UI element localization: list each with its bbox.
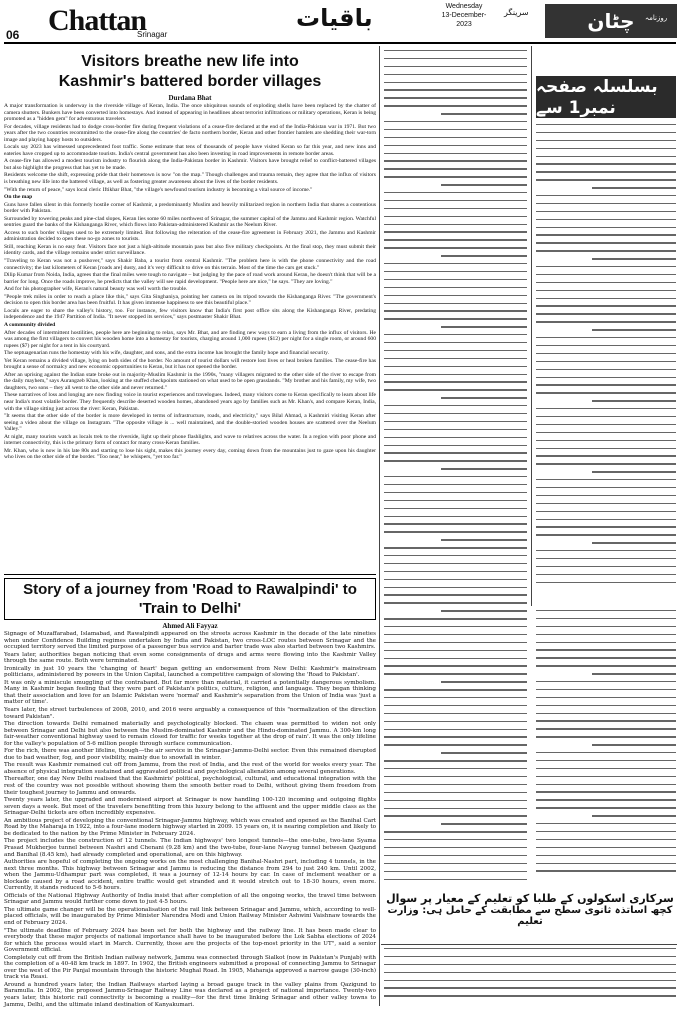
article-paragraph: "It seems that the other side of the border is more developed in terms of infrastructure, roads, and electricity," says Bilal Ahmad, a Kashmiri visiting Keran after seeing a video about the village on Instagram. "The opposite village is ... well maintained, and the double-storied wooden houses are scattered over the Neelum Valley." (4, 413, 376, 433)
urdu-text-line (384, 689, 527, 690)
education-headline: سرکاری اسکولوں کے طلبا کو تعلیم کے معیار پر سوال کچھ اساتذہ ثانوی سطح سے مطابقت کے حامل ہی: وزارت تعلیم (386, 892, 674, 927)
urdu-text-line (536, 705, 676, 706)
urdu-text-line (384, 800, 527, 801)
urdu-text-line (384, 736, 527, 737)
article-paragraph: "With the return of peace," says local cleric Iftikhar Bhat, "the village's newfound tourism industry is becoming a vital source of income." (4, 186, 313, 193)
urdu-text-line (384, 523, 527, 524)
urdu-text-line (384, 389, 527, 390)
urdu-text-line (536, 369, 676, 370)
urdu-text-line (536, 634, 676, 635)
urdu-column-text (536, 124, 676, 590)
urdu-text-line (536, 736, 676, 737)
urdu-text-line (536, 124, 676, 125)
article-title: Visitors breathe new life into Kashmir's battered border villages (58, 53, 322, 90)
urdu-text-line (536, 784, 676, 785)
urdu-text-line (384, 815, 527, 816)
urdu-text-line (536, 582, 676, 583)
issue-date-value: 13-December-2023 (441, 12, 487, 28)
article-paragraph: Ironically in just 10 years the 'changing of heart' began getting an endorsement from New Delhi: Kashmir's mainstream politicians, administered by powers in the Union Capital, launched a competitive campaign of slowing the 'Road to Pakistan'. (4, 665, 376, 679)
urdu-text-line (384, 405, 527, 406)
urdu-text-line (384, 168, 527, 169)
urdu-column-text (384, 50, 527, 886)
urdu-text-line (536, 282, 676, 283)
urdu-text-line (536, 479, 676, 480)
urdu-text-line (536, 353, 676, 354)
urdu-text-line (536, 534, 676, 535)
article-paragraph: The septuagenarian runs the homestay with his wife, daughter, and sons, and the extra income has brought the family hope and financial security. (4, 350, 329, 357)
urdu-text-line (536, 831, 676, 832)
urdu-text-line (384, 673, 527, 674)
urdu-text-line (384, 713, 527, 714)
urdu-text-line (536, 566, 676, 567)
urdu-text-line (441, 468, 527, 469)
urdu-text-line (536, 649, 676, 650)
article-paragraph: Completely cut off from the British Indian railway network, Jammu was connected through Sialkot (now in Pakistan's Punjab) with the completion of a 40-48 km track in 1897. In 1902, the British engineers submitted a proposal of connecting Jammu to Srinagar over the west of the Pir Panjal mountain through the historic Mughal Road. In 1905, Maharaja approved a narrow gauge (30-inch) track via Reasi. (4, 954, 376, 981)
urdu-text-line (536, 657, 676, 658)
urdu-text-line (384, 476, 527, 477)
urdu-text-line (384, 137, 527, 138)
urdu-text-line (384, 760, 527, 761)
article-journey (4, 574, 376, 1009)
urdu-text-line (384, 421, 527, 422)
urdu-text-line (384, 587, 527, 588)
section-title: باقیات (296, 4, 373, 32)
urdu-text-line (536, 211, 676, 212)
urdu-text-line (384, 318, 527, 319)
urdu-text-line (536, 495, 676, 496)
article-paragraph: The project includes the construction of 12 tunnels. The Indian highways' two longest tunnels—the one-tube, two-lane Syama Prasad Mukherjee tunnel between Nashri and Chenani (9.28 km) and the two-tube, four-lane Navyug tunnel between Qazigund and Banihal (8.45 km), had already completed and operational, are on this highway. (4, 838, 376, 858)
article-paragraph: Around a hundred years later, the Indian Railways started laying a broad gauge track in the valley plains from Qazigund to Baramulla. In 2002, the proposed Jammu-Srinagar Railway Line was declared as a project of national importance. Twenty-two years later, this historic rail connectivity is becoming a reality—for the first time linking Srinagar and other valley towns to Jammu, Delhi, and the ultimate inland destination of Kanyakumari. (4, 981, 376, 1008)
article-paragraph: An ambitious project of developing the conventional Srinagar-Jammu highway, which was created and opened as the Banihal Cart Road by the Maharaja in 1922, into a four-lane modern highway started in 2009. 15 years on, it is nearing completion and likely to be dedicated to the nation by the Prime Minister in February 2024. (4, 817, 376, 837)
urdu-text-line (384, 429, 527, 430)
urdu-text-line (536, 290, 676, 291)
urdu-text-line (384, 295, 527, 296)
urdu-text-line (384, 145, 527, 146)
urdu-text-line (384, 571, 527, 572)
urdu-text-line (536, 863, 676, 864)
urdu-text-line (384, 374, 527, 375)
urdu-text-line (384, 871, 527, 872)
urdu-text-line (441, 752, 527, 753)
urdu-text-line (536, 550, 676, 551)
urdu-text-line (536, 234, 676, 235)
article-paragraph: Residents welcome the shift, expressing pride that their hometown is now "on the map." Though challenges and trauma remain, they agree that the influx of visitors is breathing new life into the battered village, as well as fostering greater awareness about the lives of the border residents. (4, 172, 376, 186)
urdu-text-line (384, 460, 527, 461)
urdu-text-line (384, 594, 527, 595)
urdu-text-line (384, 216, 527, 217)
urdu-text-line (536, 305, 676, 306)
article-paragraph: These narratives of loss and longing are now finding voice in tourist experiences and travelogues. Indeed, many visitors come to Keran specifically to learn about life near India's most volatile border. They frequently describe deserted wooden homes, abandoned years ago by families such as Mr. Khan's, and compare Keran, India, with the village sitting just across the river: Keran, Pakistan. (4, 392, 376, 412)
urdu-text-line (384, 634, 527, 635)
article-byline: Ahmed Ali Fayyaz (162, 622, 218, 630)
urdu-text-line (384, 855, 527, 856)
urdu-text-line (536, 219, 676, 220)
article-paragraph: Officials of the National Highway Authority of India insist that after completion of all the ongoing works, the travel time between Srinagar and Jammu would further come down to just 4-5 hours. (4, 892, 376, 906)
urdu-text-line (536, 424, 676, 425)
urdu-text-line (384, 847, 527, 848)
urdu-text-line (384, 579, 527, 580)
article-body (4, 103, 376, 461)
urdu-text-line (384, 956, 676, 957)
urdu-text-line (536, 487, 676, 488)
urdu-text-line (536, 799, 676, 800)
urdu-text-line (384, 721, 527, 722)
page-number: 06 (6, 28, 20, 42)
urdu-text-line (384, 531, 527, 532)
urdu-text-line (536, 321, 676, 322)
article-paragraph: Still, reaching Keran is no easy feat. Visitors face not just a high-altitude mountain pass but also five military checkpoints. At the final stop, they must submit their identity cards, and the village remains under strict surveillance. (4, 243, 376, 257)
urdu-text-line (536, 163, 676, 164)
urdu-text-line (384, 839, 527, 840)
urdu-text-line (384, 484, 527, 485)
urdu-text-line (536, 132, 676, 133)
article-paragraph: Mr. Khan, who is now in his late 80s and starting to lose his sight, makes this journey every day, coming down from the mountains just to gaze upon his daughter who lives on the other side of the border. "Too near," he whispers, "yet too far." (4, 447, 376, 461)
urdu-text-line (536, 511, 676, 512)
urdu-text-line (536, 760, 676, 761)
urdu-text-line (441, 539, 527, 540)
urdu-text-line (536, 776, 676, 777)
urdu-text-line (384, 697, 527, 698)
urdu-text-line (384, 160, 527, 161)
urdu-text-line (384, 74, 527, 75)
urdu-text-line (536, 618, 676, 619)
urdu-text-line (384, 650, 527, 651)
urdu-text-line (384, 705, 527, 706)
urdu-text-line (441, 823, 527, 824)
urdu-text-line (536, 823, 676, 824)
article-paragraph: The result was Kashmir remained cut off from Jammu, from the rest of India, and the rest of the world for weeks every year. The absence of physical integration sustained and aggravated political and psychological alienation among several generations. (4, 762, 376, 775)
article-paragraph: After decades of intermittent hostilities, people here are beginning to relax, says Mr. Bhat, and are finding new ways to earn a living from the influx of visitors. He was among the first villagers to convert his wooden home into a homestay for tourists, charging around 1,000 rupees ($12) per night for a single room, or around 600 rupees ($7) per night for a tent in his courtyard. (4, 329, 376, 349)
urdu-text-line (384, 105, 527, 106)
urdu-text-line (536, 642, 676, 643)
urdu-text-line (536, 807, 676, 808)
article-paragraph: Years later, authorities began noticing that even some consignments of drugs and arms were flowing into the Kashmir Valley through the same route. Both were terminated. (4, 651, 376, 665)
urdu-text-line (536, 361, 676, 362)
urdu-text-line (536, 519, 676, 520)
urdu-text-line (536, 337, 676, 338)
urdu-text-line (592, 673, 676, 674)
urdu-text-line (384, 231, 527, 232)
urdu-text-line (536, 392, 676, 393)
urdu-text-line (536, 463, 676, 464)
urdu-text-line (536, 681, 676, 682)
urdu-text-line (384, 563, 527, 564)
urdu-text-line (536, 140, 676, 141)
urdu-text-line (384, 58, 527, 59)
urdu-text-line (592, 471, 676, 472)
urdu-text-line (536, 713, 676, 714)
urdu-text-line (384, 310, 527, 311)
urdu-text-line (384, 342, 527, 343)
urdu-text-line (536, 448, 676, 449)
urdu-text-line (441, 255, 527, 256)
urdu-text-line (384, 863, 527, 864)
urdu-column-text (536, 610, 676, 878)
urdu-text-line (536, 503, 676, 504)
urdu-text-line (384, 200, 527, 201)
urdu-text-line (384, 445, 527, 446)
urdu-text-line (384, 808, 527, 809)
article-paragraph: Guns have fallen silent in this formerly hostile corner of Kashmir, a predominantly Muslim and heavily militarized region in northern India that shares a contentious border with Pakistan. (4, 201, 376, 215)
urdu-text-line (536, 298, 676, 299)
urdu-text-line (384, 980, 676, 981)
urdu-text-line (592, 187, 676, 188)
urdu-text-line (441, 113, 527, 114)
urdu-text-line (384, 366, 527, 367)
urdu-text-line (536, 416, 676, 417)
urdu-text-line (441, 326, 527, 327)
urdu-text-line (536, 870, 676, 871)
urdu-text-line (592, 542, 676, 543)
urdu-text-line (536, 855, 676, 856)
urdu-text-line (384, 50, 527, 51)
urdu-text-line (536, 574, 676, 575)
urdu-text-line (384, 964, 676, 965)
article-paragraph: Surrounded by towering peaks and pine-clad slopes, Keran lies some 60 miles northwest of Srinagar, the summer capital of the Jammu and Kashmir region. Watchful sentries guard the banks of the Kishanganga River, which flows into Pakistan-administered Kashmir as the Neelum River. (4, 215, 376, 229)
article-paragraph: "Traveling to Keran was not a pushover," says Shakir Baba, a tourist from central Kashmir. "The problem here is with the phone connectivity and the road connectivity; the last kilometers of Keran [roads are] dusty, and it's very difficult to drive on this terrain. Most of the time the cars get stuck." (4, 258, 376, 271)
urdu-text-line (536, 242, 676, 243)
urdu-text-line (536, 689, 676, 690)
urdu-text-line (384, 224, 527, 225)
article-body (4, 631, 376, 1008)
article-subhead: A community divided (4, 321, 56, 328)
urdu-text-line (536, 377, 676, 378)
urdu-text-line (384, 413, 527, 414)
urdu-text-line (384, 287, 527, 288)
urdu-text-line (384, 665, 527, 666)
urdu-text-line (536, 558, 676, 559)
urdu-text-line (384, 279, 527, 280)
urdu-text-line (384, 437, 527, 438)
article-paragraph: Locals are eager to share the valley's history, too. For instance, few visitors know that India's first post office sits along the Kishanganga River, predating independence and the 1947 Partition of India. "It never stopped its services," says postmaster Shakir Bhat. (4, 307, 376, 321)
urdu-text-line (384, 97, 527, 98)
urdu-text-line (384, 66, 527, 67)
urdu-text-line (384, 642, 527, 643)
urdu-text-line (384, 208, 527, 209)
urdu-text-line (536, 195, 676, 196)
newspaper-logo: Chattan (48, 4, 147, 37)
issue-day: Wednesday (445, 3, 483, 10)
issue-city: سرینگر (504, 8, 529, 17)
urdu-text-line (384, 879, 527, 880)
urdu-text-line (384, 492, 527, 493)
article-paragraph: Yet Keran remains a divided village, lying on both sides of the border. No amount of tourist dollars will restore lost lives or heal broken families. The cease-fire has brought a sense of normalcy and new economic opportunities to Keran, but it has not opened the border. (4, 357, 376, 371)
page-header (0, 0, 680, 44)
urdu-text-line (536, 610, 676, 611)
urdu-text-line (536, 720, 676, 721)
urdu-text-line (536, 203, 676, 204)
article-paragraph: A cease-fire has allowed a modest tourism industry to flourish along the India-Pakistan border in Kashmir. Visitors have brought relief to conflict-battered villages but also highlight the progress that has yet to be made. (4, 158, 376, 171)
urdu-masthead: چٹان (545, 4, 677, 38)
urdu-text-line (536, 847, 676, 848)
urdu-text-line (384, 555, 527, 556)
urdu-text-line (384, 247, 527, 248)
urdu-text-line (536, 266, 676, 267)
urdu-text-line (384, 618, 527, 619)
urdu-text-line (384, 744, 527, 745)
article-paragraph: For the rich, there was another lifeline, though—the air service in the Srinagar-Jammu-Delhi sector. Even this remained disrupted due to bad weather, fog, and poor visibility, mainly due to snowfall in winter. (4, 748, 376, 761)
article-paragraph: For decades, village residents had to dodge cross-border fire during frequent violations of a cease-fire declared at the end of the India-Pakistan war in 1971. But two years after the two countries recommitted to the cease-fire along the countries' de facto northern border, Keran and other frontier hamlets are shedding their war-torn image and playing happy hosts to outsiders. (4, 123, 376, 143)
urdu-text-line (536, 728, 676, 729)
urdu-text-line (384, 831, 527, 832)
urdu-text-line (384, 82, 527, 83)
article-paragraph: Locals say 2023 has witnessed unprecedented foot traffic. Some estimate that tens of thousands of people have visited Keran so far this year, and new inns and eateries have cropped up to accommodate tourists. India's central government has also been investing in road improvements in remote border areas. (4, 144, 376, 157)
urdu-text-line (536, 156, 676, 157)
urdu-text-line (384, 303, 527, 304)
urdu-text-line (384, 358, 527, 359)
urdu-text-line (536, 408, 676, 409)
urdu-text-line (536, 697, 676, 698)
urdu-text-line (441, 184, 527, 185)
urdu-text-line (384, 350, 527, 351)
urdu-text-line (536, 250, 676, 251)
continued-banner: بسلسلہ صفحہ نمبر1 سے (536, 76, 676, 118)
urdu-text-line (384, 500, 527, 501)
urdu-text-line (536, 227, 676, 228)
urdu-text-line (536, 313, 676, 314)
urdu-text-line (536, 768, 676, 769)
urdu-text-line (536, 752, 676, 753)
article-paragraph: Signage of Muzaffarabad, Islamabad, and Rawalpindi appeared on the streets across Kashmir in the decade of the late nineties when under Confidence Building regimes undertaken by India and Pakistan, two cross-LOC routes between Srinagar and the occupied territory served the limited purpose of a passenger bus service and barter trade was also started between two Kashmirs. (4, 631, 376, 651)
article-paragraph: Authorities are hopeful of completing the ongoing works on the most challenging Banihal-Nashri part, including 4 tunnels, in the next three months. This highway between Srinagar and Jammu is reducing the distance from 294 to just 240 km. Until 2002, when the Jammu-Udhampur part was completed, it was a journey of 12-14 hours by car. In case of inclement weather or a blockade caused by a road accident, entire traffic would get stranded and it would stretch out to 18-30 hours, even more. Currently, it stands reduced to 5-6 hours. (4, 859, 376, 892)
urdu-text-line (384, 334, 527, 335)
urdu-text-line (536, 526, 676, 527)
article-paragraph: The ultimate game changer will be the operationalisation of the rail link between Srinagar and Jammu, which, according to well-placed officials, will be inaugurated by Prime Minister Narendra Modi and Union Railway Minister Ashwini Vaishnaw towards the end of February 2024. (4, 906, 376, 926)
urdu-text-line (384, 768, 527, 769)
urdu-text-line (384, 192, 527, 193)
article-subhead: On the map (4, 194, 33, 201)
urdu-text-line (384, 452, 527, 453)
urdu-text-line (384, 948, 676, 949)
urdu-text-line (536, 440, 676, 441)
article-paragraph: The direction towards Delhi remained materially and psychologically blocked. The chasm was permitted to widen not only between Srinagar and Delhi but also between the Muslim-dominated Kashmir and the Hindu-dominated Jammu. A 300-km long fair-weather conventional highway used to remain closed for traffic for weeks together at the drop of rain'. It was the only lifeline for the valley's population of 5-6 million people through surface communication. (4, 721, 376, 747)
urdu-text-line (384, 776, 527, 777)
urdu-text-line (592, 744, 676, 745)
urdu-text-line (536, 665, 676, 666)
urdu-text-line (536, 384, 676, 385)
article-byline: Durdana Bhat (168, 94, 212, 102)
urdu-text-line (592, 400, 676, 401)
urdu-text-line (384, 626, 527, 627)
article-paragraph: "People trek miles in order to reach a place like this," says Gita Singhaniya, pointing her camera on its tripod towards the Kishanganga River. "The government's decision to open this border area has been fruitful. It has given immense happiness to see this beautiful place." (4, 293, 376, 307)
urdu-text-line (384, 792, 527, 793)
logo-subtitle: Srinagar (137, 30, 168, 39)
article-paragraph: Thereafter, one day New Delhi realised that the Kashmiris' political, psychological, cultural, and educational integration with the rest of the country was not possible without showing them the smooth better road to Delhi, without giving them freedom from their toughest journey to Jammu and onwards. (4, 776, 376, 796)
article-visitors (4, 48, 376, 462)
urdu-text-line (536, 791, 676, 792)
urdu-text-line (441, 397, 527, 398)
urdu-text-line (536, 148, 676, 149)
urdu-text-line (536, 274, 676, 275)
urdu-text-line (536, 345, 676, 346)
urdu-text-line (384, 129, 527, 130)
article-paragraph: Dilip Kumar from Noida, India, agrees that the final miles were tough to navigate – but judging by the pace of road work around Keran, he doesn't think that will be a barrier for long. Once the roads improve, he predicts that the valley will see rapid development. "People here are nice," he says. "They are loving." (4, 272, 376, 285)
article-paragraph: Years later, the street turbulences of 2008, 2010, and 2016 were arguably a consequence of this "normalization of the direction toward Pakistan". (4, 707, 376, 720)
urdu-text-line (384, 153, 527, 154)
header-rule (4, 42, 676, 44)
article-paragraph: Twenty years later, the upgraded and modernised airport at Srinagar is now handling 100-120 incoming and outgoing flights seven days a week. But most of the travelers benefitting from this luxury belong to the affluent and the upper middle class as the Srinagar-Delhi tickets are often incredibly expensive. (4, 797, 376, 817)
urdu-text-line (384, 263, 527, 264)
urdu-text-line (384, 987, 676, 988)
urdu-text-line (441, 610, 527, 611)
urdu-text-line (536, 432, 676, 433)
article-paragraph: A major transformation is underway in the riverside village of Keran, India. The once ubiquitous sounds of exploding shells have been replaced by the chatter of camera shutters. Bunkers have been converted into homestays. And instead of appearing in headlines about terrorist infiltrations or military operations, Keran is being promoted as a "hidden gem" for adventurous travelers. (4, 103, 376, 123)
urdu-text-line (536, 179, 676, 180)
column-divider (531, 46, 532, 606)
urdu-text-line (384, 239, 527, 240)
urdu-text-line (441, 681, 527, 682)
article-paragraph: "The ultimate deadline of February 2024 has been set for both the highway and the railway line. It has been made clear to everybody that these major projects of national importance shall have to be inaugurated before the Lok Sabha elections of 2024 for which the process would start in March. Currently, those are the projects of the top-most priority in the UT", said a senior Government official. (4, 927, 376, 954)
urdu-text-line (384, 602, 527, 603)
urdu-text-line (536, 455, 676, 456)
urdu-text-line (384, 271, 527, 272)
issue-date (436, 2, 492, 29)
article-paragraph: Access to such border villages used to be extremely limited. But following the reiteration of the cease-fire agreement in February 2021, the Jammu and Kashmir administration decided to open these no-go zones to tourists. (4, 229, 376, 243)
urdu-text-line (384, 516, 527, 517)
urdu-text-line (384, 381, 527, 382)
section-divider (381, 944, 677, 945)
urdu-text-line (384, 972, 676, 973)
urdu-text-line (384, 547, 527, 548)
urdu-text-line (536, 171, 676, 172)
urdu-text-line (384, 658, 527, 659)
urdu-text-line (384, 508, 527, 509)
urdu-text-line (592, 815, 676, 816)
urdu-text-line (384, 729, 527, 730)
urdu-text-line (384, 89, 527, 90)
urdu-text-line (384, 784, 527, 785)
article-title: Story of a journey from 'Road to Rawalpindi' to 'Train to Delhi' (4, 578, 376, 620)
masthead-tag: روزنامہ (645, 14, 668, 22)
article-paragraph: After an uprising against the Indian state broke out in majority-Muslim Kashmir in the 1990s, "many villagers migrated to the other side of the river to escape from the daily mayhem," says Aurangzeb Khan, looking at the stuffed checkpoints stationed on what used to be open grasslands. "My brother and his family, my wife, two daughters, two sons – they all went to the other side and never returned." (4, 371, 376, 391)
column-divider (379, 46, 380, 1006)
urdu-text-line (536, 839, 676, 840)
article-paragraph: And for his photographer wife, Keran's natural beauty was well worth the trouble. (4, 286, 188, 293)
urdu-text-line (384, 121, 527, 122)
urdu-text-line (384, 995, 676, 996)
article-paragraph: It was only a miniscule smuggling of the contraband. But far more than material, it carried a potentially dangerous symbolism. Many in Kashmir began feeling that they were part of Pakistan's politics, culture, religion, and language. They began thinking that their association and love for an Islamic Pakistan were 'normal' and Kashmir's separation from the Union of India was 'just a matter of time'. (4, 679, 376, 706)
urdu-text-line (592, 329, 676, 330)
urdu-text-line (536, 626, 676, 627)
urdu-column-text (384, 948, 676, 1003)
urdu-text-line (592, 258, 676, 259)
urdu-text-line (384, 176, 527, 177)
article-paragraph: At night, many tourists watch as locals trek to the riverside, light up their phone flashlights, and wave to relatives across the water. In a region with poor phone and internet connectivity, this is the primary form of contact for many cross-Keran families. (4, 433, 376, 447)
